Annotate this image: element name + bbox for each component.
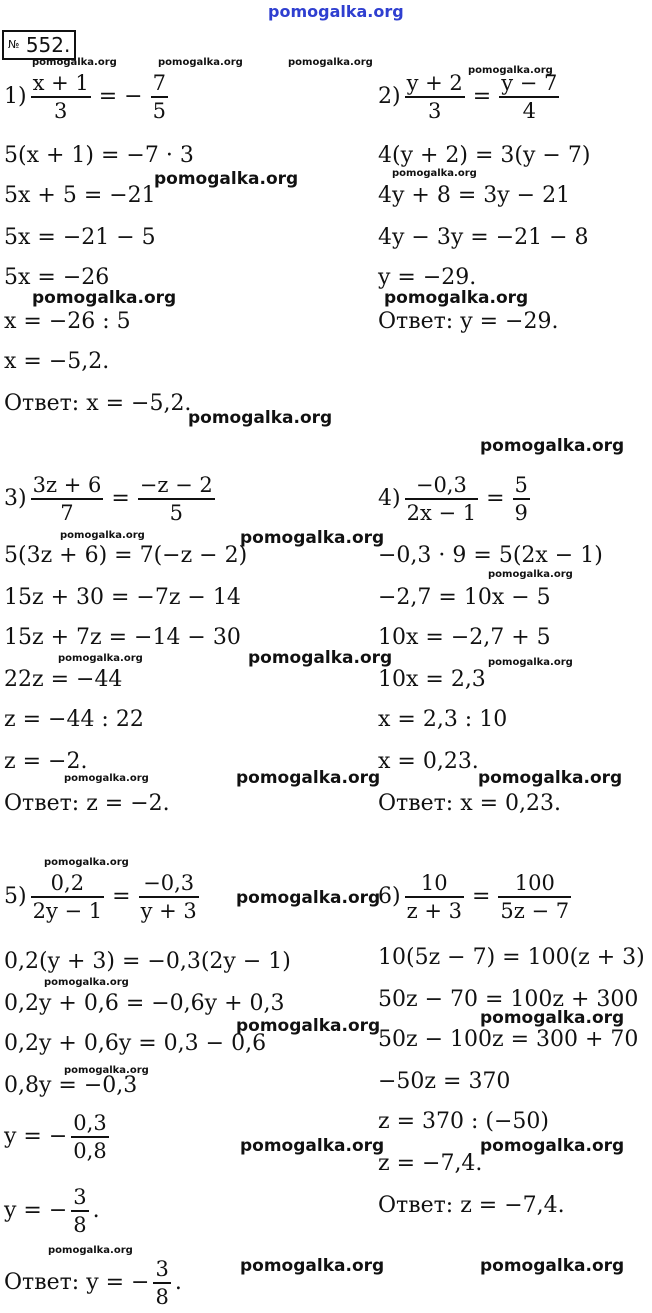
p4-rhs-den: 9 — [514, 500, 528, 525]
p2-step: 4(y + 2) = 3(y − 7) — [378, 143, 591, 168]
p3-lhs-fraction — [31, 472, 104, 526]
p6-label: 6) — [378, 884, 401, 910]
p2-rhs-fraction — [499, 70, 559, 124]
p5-lhs-den: 2y − 1 — [32, 898, 103, 923]
p6-step: 50z − 70 = 100z + 300 — [378, 987, 639, 1012]
p5-lhs-fraction — [31, 870, 105, 924]
watermark-top: pomogalka.org — [268, 2, 404, 21]
p4-step: 10x = 2,3 — [378, 667, 486, 692]
p1-lhs-den: 3 — [53, 98, 68, 123]
watermark: pomogalka.org — [60, 530, 145, 541]
p6-answer: Ответ: z = −7,4. — [378, 1193, 565, 1218]
watermark: pomogalka.org — [248, 648, 393, 668]
p3-label: 3) — [4, 486, 27, 512]
p5-y2-fraction — [71, 1184, 88, 1238]
p3-eq: = — [111, 486, 130, 512]
watermark: pomogalka.org — [64, 773, 149, 784]
p5-ans-suffix: . — [174, 1270, 182, 1296]
p4-step: 10x = −2,7 + 5 — [378, 625, 551, 650]
watermark: pomogalka.org — [480, 1256, 625, 1276]
p6-rhs-den: 5z − 7 — [500, 898, 570, 923]
p5-y-fraction-line — [4, 1110, 113, 1164]
p2-answer: Ответ: y = −29. — [378, 309, 559, 334]
p5-answer — [4, 1256, 182, 1310]
p2-lhs-fraction — [405, 70, 465, 124]
watermark: pomogalka.org — [48, 1245, 133, 1256]
watermark: pomogalka.org — [488, 657, 573, 668]
p5-y1-num: 0,3 — [73, 1111, 107, 1135]
p5-y2-num: 3 — [73, 1185, 87, 1209]
p2-eq: = — [472, 84, 492, 110]
p5-rhs-num: −0,3 — [143, 871, 195, 895]
watermark: pomogalka.org — [288, 57, 373, 68]
p2-lhs-den: 3 — [427, 98, 442, 123]
p4-label: 4) — [378, 486, 401, 512]
p6-lhs-num: 10 — [420, 871, 448, 895]
watermark: pomogalka.org — [240, 1136, 385, 1156]
watermark: pomogalka.org — [32, 288, 177, 308]
p1-step: 5x = −26 — [4, 265, 110, 290]
number-sign: № — [8, 38, 20, 51]
p5-ans-den: 8 — [155, 1284, 169, 1309]
p6-lhs-fraction — [405, 870, 464, 924]
watermark: pomogalka.org — [236, 1016, 381, 1036]
p4-step: −2,7 = 10x − 5 — [378, 585, 551, 610]
watermark: pomogalka.org — [236, 888, 381, 908]
p3-rhs-fraction — [138, 472, 215, 526]
p3-answer: Ответ: z = −2. — [4, 791, 170, 816]
p5-step: 0,2y + 0,6y = 0,3 − 0,6 — [4, 1031, 267, 1056]
p3-lhs-den: 7 — [60, 500, 74, 525]
p5-y-simplified-line — [4, 1184, 100, 1238]
watermark: pomogalka.org — [478, 768, 623, 788]
p5-y2-den: 8 — [73, 1212, 87, 1237]
watermark: pomogalka.org — [480, 1136, 625, 1156]
p3-step: z = −2. — [4, 749, 88, 774]
p5-step: 0,2y + 0,6 = −0,6y + 0,3 — [4, 991, 285, 1016]
p6-lhs-den: z + 3 — [406, 898, 462, 923]
p4-step: x = 0,23. — [378, 749, 479, 774]
p1-step: x = −26 : 5 — [4, 309, 131, 334]
p4-answer: Ответ: x = 0,23. — [378, 791, 561, 816]
p1-lhs-fraction — [31, 70, 91, 124]
p1-label: 1) — [4, 84, 27, 110]
p3-step: z = −44 : 22 — [4, 707, 144, 732]
p6-step: −50z = 370 — [378, 1069, 511, 1094]
p4-lhs-num: −0,3 — [415, 473, 467, 497]
p3-step: 15z + 7z = −14 − 30 — [4, 625, 241, 650]
p5-ans-num: 3 — [155, 1257, 169, 1281]
p3-rhs-den: 5 — [169, 500, 183, 525]
p5-step: 0,2(y + 3) = −0,3(2y − 1) — [4, 949, 291, 974]
p1-step: 5(x + 1) = −7 · 3 — [4, 143, 194, 168]
p5-rhs-fraction — [139, 870, 199, 924]
p5-y2-suffix: . — [92, 1198, 100, 1224]
p1-rhs-fraction — [151, 70, 168, 124]
p5-rhs-den: y + 3 — [140, 898, 197, 923]
p2-rhs-den: 4 — [522, 98, 536, 123]
p2-lhs-num: y + 2 — [406, 71, 463, 95]
p1-answer: Ответ: x = −5,2. — [4, 391, 192, 416]
p5-label: 5) — [4, 884, 27, 910]
p4-eq: = — [486, 486, 505, 512]
watermark: pomogalka.org — [58, 653, 143, 664]
p1-lhs-num: x + 1 — [32, 71, 89, 95]
p2-step: 4y − 3y = −21 − 8 — [378, 225, 589, 250]
p5-ans-fraction — [153, 1256, 170, 1310]
p1-rhs-den: 5 — [152, 98, 166, 123]
p4-rhs-num: 5 — [514, 473, 528, 497]
p2-rhs-num: y − 7 — [501, 71, 558, 95]
p6-step: 50z − 100z = 300 + 70 — [378, 1027, 639, 1052]
watermark: pomogalka.org — [468, 65, 553, 76]
p6-equation — [378, 870, 575, 924]
p4-lhs-fraction — [405, 472, 479, 526]
p1-eq: = − — [98, 84, 143, 110]
watermark: pomogalka.org — [488, 569, 573, 580]
p6-rhs-num: 100 — [514, 871, 555, 895]
p5-step: 0,8y = −0,3 — [4, 1073, 138, 1098]
p5-eq: = — [112, 884, 131, 910]
watermark: pomogalka.org — [188, 408, 333, 428]
p4-equation — [378, 472, 534, 526]
p3-lhs-num: 3z + 6 — [32, 473, 102, 497]
p3-step: 5(3z + 6) = 7(−z − 2) — [4, 543, 248, 568]
p3-step: 15z + 30 = −7z − 14 — [4, 585, 241, 610]
p6-rhs-fraction — [498, 870, 571, 924]
p6-eq: = — [471, 884, 491, 910]
p2-label: 2) — [378, 84, 401, 110]
p4-lhs-den: 2x − 1 — [406, 500, 477, 525]
watermark: pomogalka.org — [480, 436, 625, 456]
watermark: pomogalka.org — [154, 169, 299, 189]
p4-step: x = 2,3 : 10 — [378, 707, 508, 732]
p2-equation — [378, 70, 563, 124]
p1-step: 5x = −21 − 5 — [4, 225, 156, 250]
p2-step: y = −29. — [378, 265, 477, 290]
p1-step: 5x + 5 = −21 — [4, 183, 156, 208]
watermark: pomogalka.org — [392, 168, 477, 179]
p5-y2-prefix: y = − — [4, 1198, 68, 1224]
p1-rhs-num: 7 — [152, 71, 166, 95]
problem-number — [2, 30, 76, 60]
p5-y1-prefix: y = − — [4, 1124, 68, 1150]
watermark: pomogalka.org — [44, 977, 129, 988]
p5-ans-prefix: Ответ: y = − — [4, 1270, 150, 1296]
watermark: pomogalka.org — [480, 1008, 625, 1028]
p4-step: −0,3 · 9 = 5(2x − 1) — [378, 543, 603, 568]
watermark: pomogalka.org — [44, 857, 129, 868]
p3-rhs-num: −z − 2 — [139, 473, 213, 497]
p3-step: 22z = −44 — [4, 667, 123, 692]
p5-lhs-num: 0,2 — [50, 871, 85, 895]
watermark: pomogalka.org — [158, 57, 243, 68]
p4-rhs-fraction — [513, 472, 530, 526]
p6-step: z = 370 : (−50) — [378, 1109, 549, 1134]
watermark: pomogalka.org — [32, 57, 117, 68]
watermark: pomogalka.org — [240, 1256, 385, 1276]
p5-equation — [4, 870, 203, 924]
problem-number-value: 552. — [25, 33, 71, 57]
watermark: pomogalka.org — [236, 768, 381, 788]
p5-y1-den: 0,8 — [73, 1138, 107, 1163]
watermark: pomogalka.org — [384, 288, 529, 308]
p5-y1-fraction — [71, 1110, 108, 1164]
watermark: pomogalka.org — [64, 1065, 149, 1076]
p1-equation — [4, 70, 172, 124]
p2-step: 4y + 8 = 3y − 21 — [378, 183, 571, 208]
p6-step: 10(5z − 7) = 100(z + 3) — [378, 945, 645, 970]
p6-step: z = −7,4. — [378, 1151, 483, 1176]
p1-step: x = −5,2. — [4, 349, 110, 374]
p3-equation — [4, 472, 219, 526]
watermark: pomogalka.org — [240, 528, 385, 548]
